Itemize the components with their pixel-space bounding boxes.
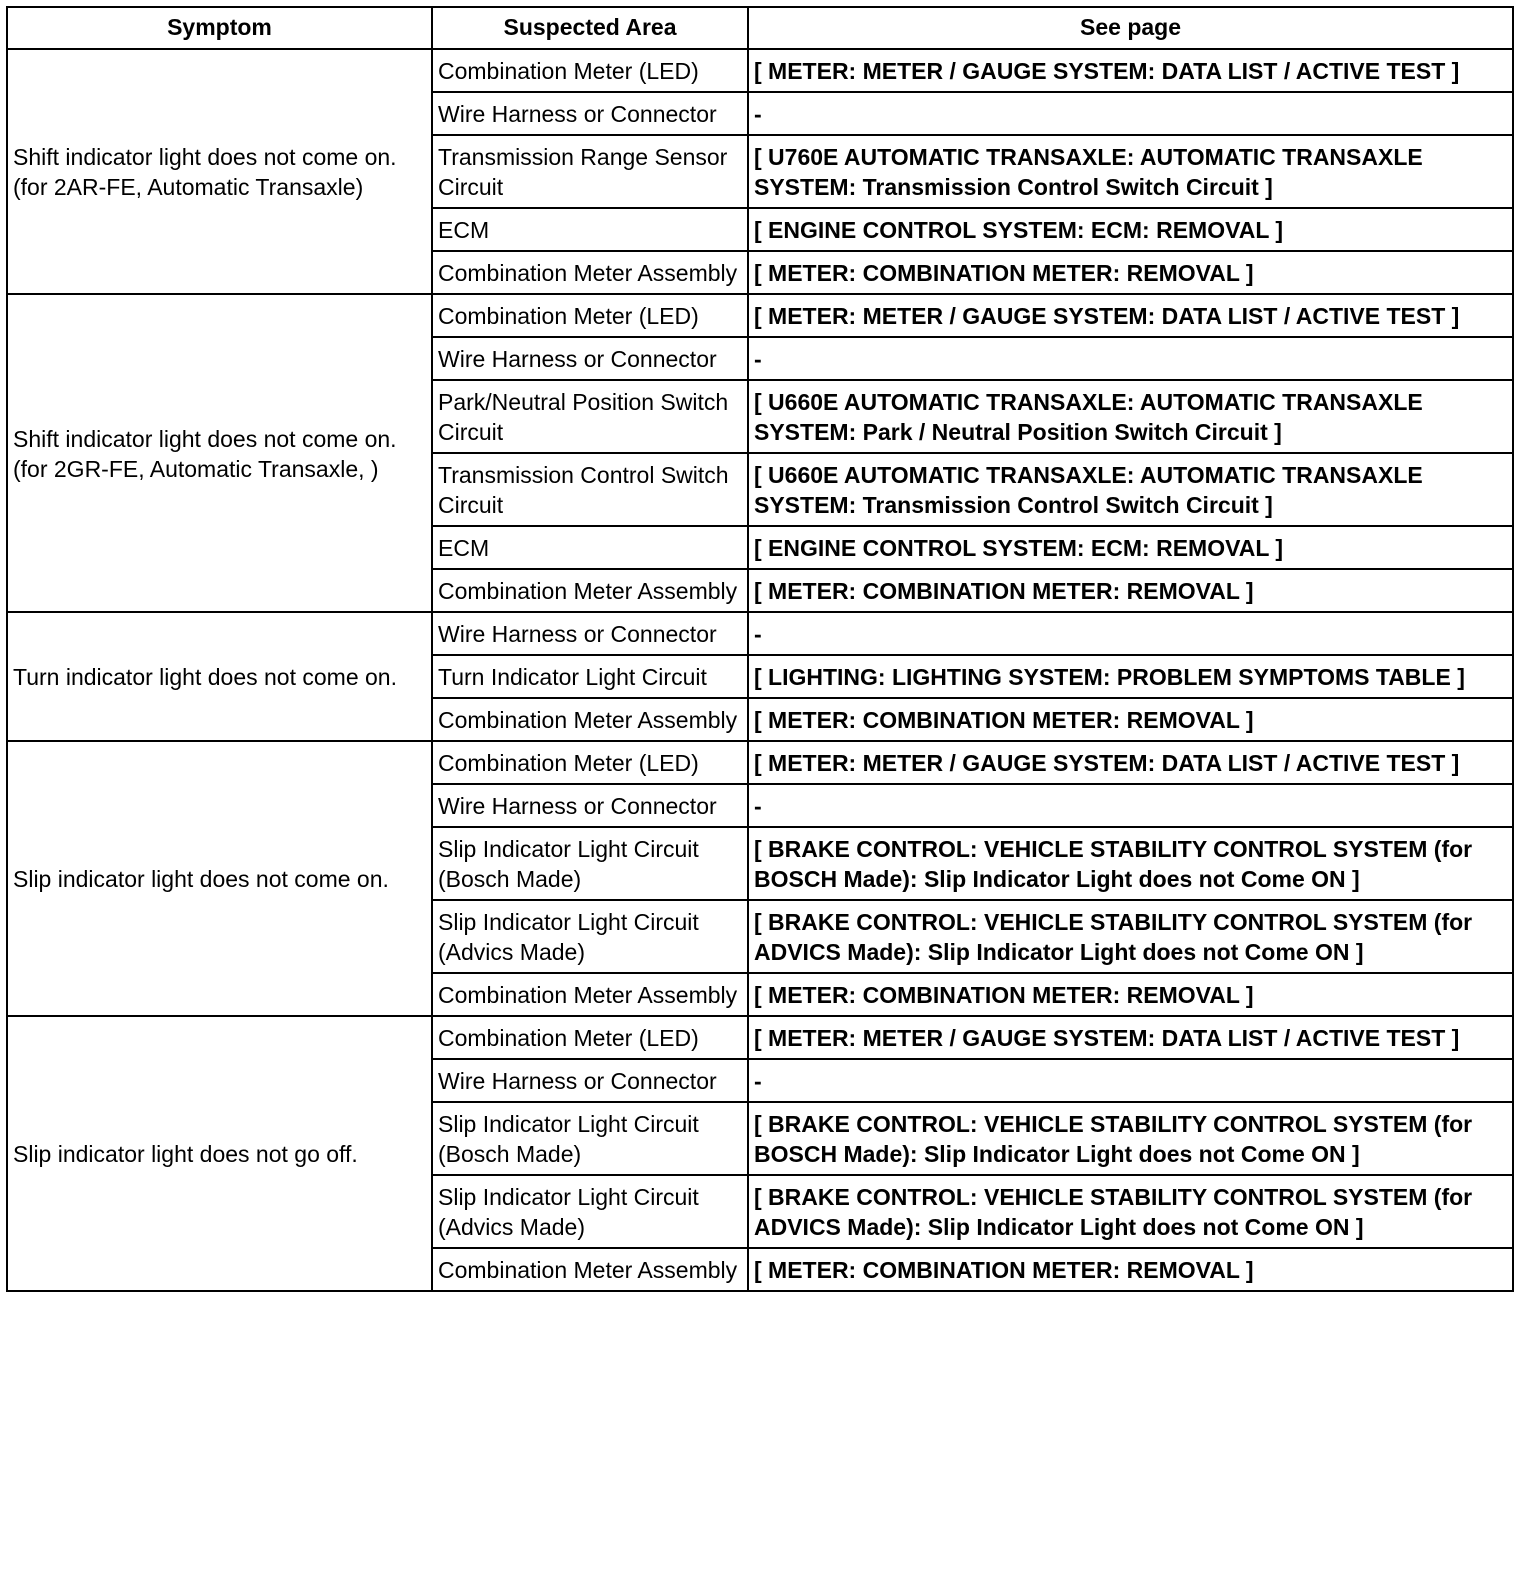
see-page-cell: - [748,92,1513,135]
symptom-cell: Slip indicator light does not come on. [7,741,432,1016]
suspected-area-cell: ECM [432,208,748,251]
suspected-area-cell: Slip Indicator Light Circuit (Bosch Made) [432,827,748,900]
see-page-cell: [ LIGHTING: LIGHTING SYSTEM: PROBLEM SYMPTOMS TABLE ] [748,655,1513,698]
symptom-cell: Shift indicator light does not come on. (for 2GR-FE, Automatic Transaxle, ) [7,294,432,612]
suspected-area-cell: Slip Indicator Light Circuit (Advics Made) [432,1175,748,1248]
header-row [7,7,1513,49]
suspected-area-cell: Combination Meter (LED) [432,1016,748,1059]
see-page-cell: [ BRAKE CONTROL: VEHICLE STABILITY CONTROL SYSTEM (for BOSCH Made): Slip Indicator Light does not Come ON ] [748,827,1513,900]
see-page-cell: - [748,337,1513,380]
suspected-area-cell: Combination Meter (LED) [432,294,748,337]
suspected-area-cell: Transmission Control Switch Circuit [432,453,748,526]
problem-symptoms-table [6,6,1514,1292]
suspected-area-cell: Park/Neutral Position Switch Circuit [432,380,748,453]
table-row [7,1016,1513,1059]
table-row [7,49,1513,92]
symptom-cell: Turn indicator light does not come on. [7,612,432,741]
see-page-cell: [ METER: COMBINATION METER: REMOVAL ] [748,1248,1513,1291]
see-page-cell: [ ENGINE CONTROL SYSTEM: ECM: REMOVAL ] [748,208,1513,251]
suspected-area-cell: Combination Meter Assembly [432,569,748,612]
see-page-cell: - [748,784,1513,827]
suspected-area-cell: Wire Harness or Connector [432,337,748,380]
see-page-cell: [ BRAKE CONTROL: VEHICLE STABILITY CONTROL SYSTEM (for BOSCH Made): Slip Indicator Light does not Come ON ] [748,1102,1513,1175]
header-symptom: Symptom [7,7,432,49]
header-suspected-area: Suspected Area [432,7,748,49]
suspected-area-cell: Wire Harness or Connector [432,92,748,135]
table-body [7,49,1513,1291]
see-page-cell: - [748,612,1513,655]
suspected-area-cell: Combination Meter Assembly [432,251,748,294]
suspected-area-cell: Slip Indicator Light Circuit (Advics Made) [432,900,748,973]
see-page-cell: [ METER: COMBINATION METER: REMOVAL ] [748,251,1513,294]
suspected-area-cell: Wire Harness or Connector [432,784,748,827]
see-page-cell: [ METER: COMBINATION METER: REMOVAL ] [748,973,1513,1016]
symptom-cell: Shift indicator light does not come on. (for 2AR-FE, Automatic Transaxle) [7,49,432,294]
suspected-area-cell: Combination Meter (LED) [432,741,748,784]
symptom-cell: Slip indicator light does not go off. [7,1016,432,1291]
see-page-cell: - [748,1059,1513,1102]
see-page-cell: [ METER: METER / GAUGE SYSTEM: DATA LIST / ACTIVE TEST ] [748,49,1513,92]
see-page-cell: [ METER: COMBINATION METER: REMOVAL ] [748,698,1513,741]
see-page-cell: [ METER: METER / GAUGE SYSTEM: DATA LIST / ACTIVE TEST ] [748,1016,1513,1059]
suspected-area-cell: Wire Harness or Connector [432,612,748,655]
suspected-area-cell: ECM [432,526,748,569]
see-page-cell: [ METER: COMBINATION METER: REMOVAL ] [748,569,1513,612]
suspected-area-cell: Transmission Range Sensor Circuit [432,135,748,208]
suspected-area-cell: Slip Indicator Light Circuit (Bosch Made) [432,1102,748,1175]
table-row [7,612,1513,655]
suspected-area-cell: Wire Harness or Connector [432,1059,748,1102]
suspected-area-cell: Combination Meter Assembly [432,1248,748,1291]
see-page-cell: [ BRAKE CONTROL: VEHICLE STABILITY CONTROL SYSTEM (for ADVICS Made): Slip Indicator Light does not Come ON ] [748,900,1513,973]
see-page-cell: [ METER: METER / GAUGE SYSTEM: DATA LIST / ACTIVE TEST ] [748,741,1513,784]
see-page-cell: [ METER: METER / GAUGE SYSTEM: DATA LIST / ACTIVE TEST ] [748,294,1513,337]
table-row [7,741,1513,784]
suspected-area-cell: Combination Meter Assembly [432,973,748,1016]
see-page-cell: [ U760E AUTOMATIC TRANSAXLE: AUTOMATIC TRANSAXLE SYSTEM: Transmission Control Switch Circuit ] [748,135,1513,208]
suspected-area-cell: Turn Indicator Light Circuit [432,655,748,698]
see-page-cell: [ U660E AUTOMATIC TRANSAXLE: AUTOMATIC TRANSAXLE SYSTEM: Park / Neutral Position Switch Circuit ] [748,380,1513,453]
table-row [7,294,1513,337]
see-page-cell: [ U660E AUTOMATIC TRANSAXLE: AUTOMATIC TRANSAXLE SYSTEM: Transmission Control Switch Circuit ] [748,453,1513,526]
header-see-page: See page [748,7,1513,49]
see-page-cell: [ ENGINE CONTROL SYSTEM: ECM: REMOVAL ] [748,526,1513,569]
suspected-area-cell: Combination Meter (LED) [432,49,748,92]
see-page-cell: [ BRAKE CONTROL: VEHICLE STABILITY CONTROL SYSTEM (for ADVICS Made): Slip Indicator Light does not Come ON ] [748,1175,1513,1248]
suspected-area-cell: Combination Meter Assembly [432,698,748,741]
